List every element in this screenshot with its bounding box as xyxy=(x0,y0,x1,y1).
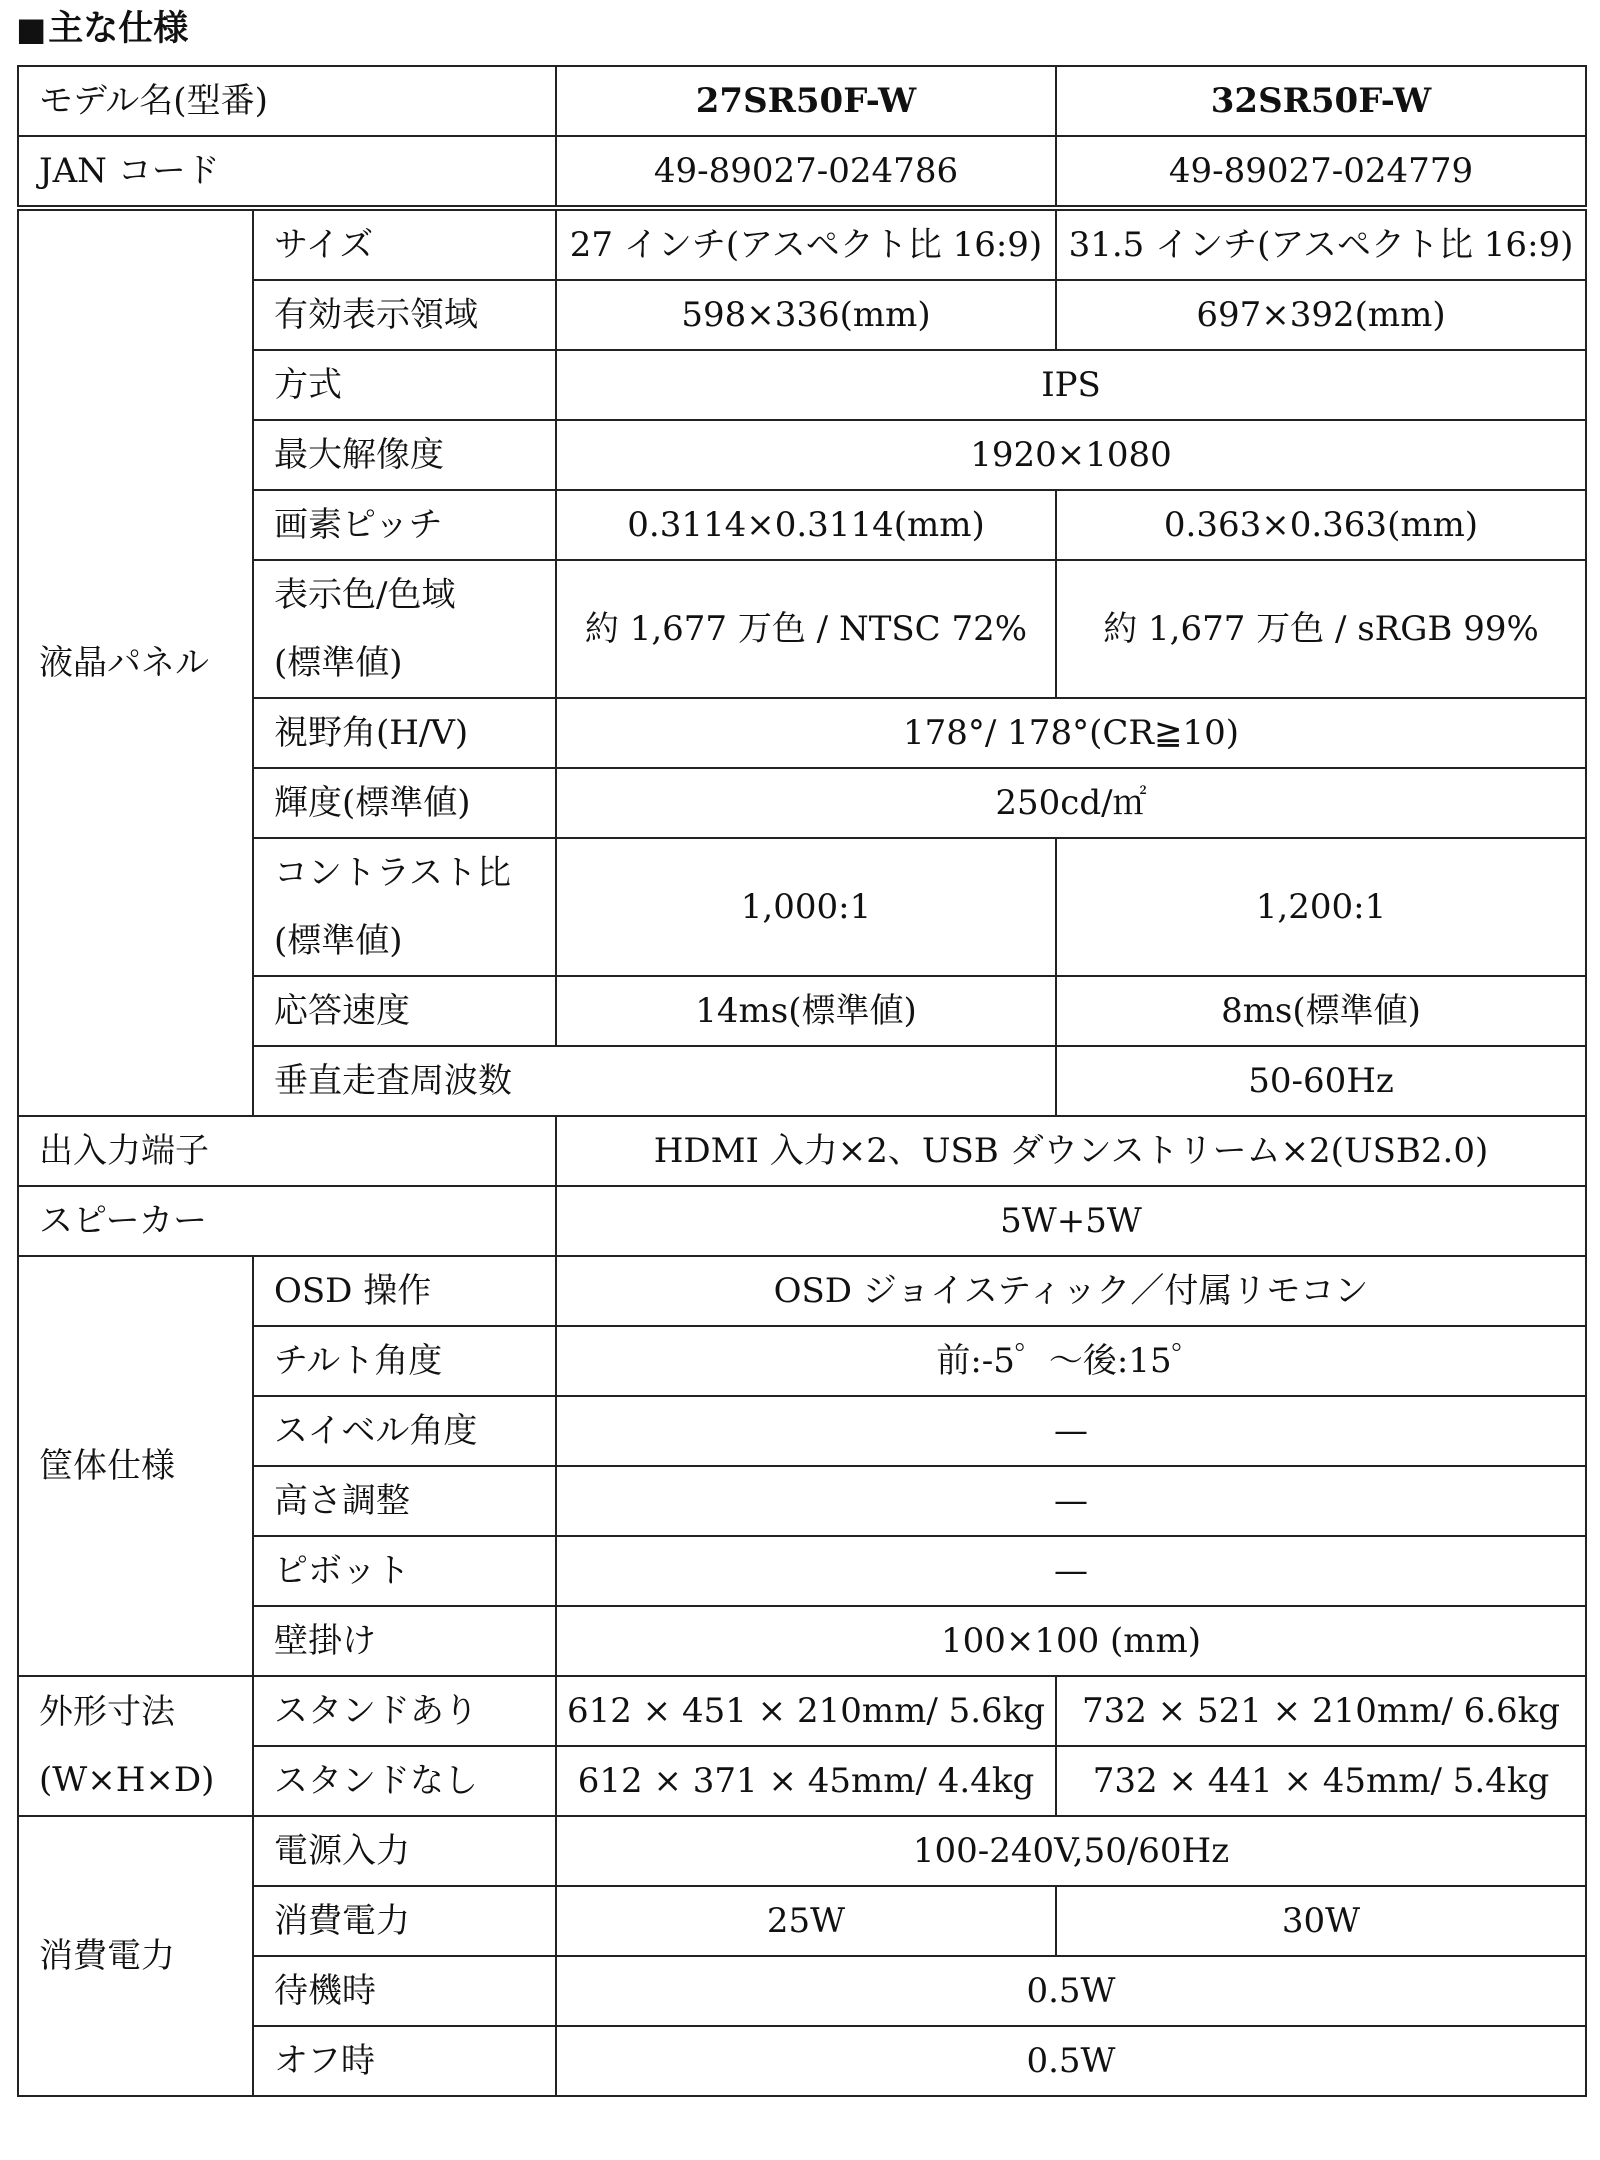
height-value: — xyxy=(556,1466,1586,1536)
osd-label: OSD 操作 xyxy=(253,1256,556,1326)
resolution-label: 最大解像度 xyxy=(253,420,556,490)
model-a: 27SR50F-W xyxy=(556,66,1056,136)
method-value: IPS xyxy=(556,350,1586,420)
tilt-label: チルト角度 xyxy=(253,1326,556,1396)
table-row xyxy=(18,1536,1586,1606)
with-stand-label: スタンドあり xyxy=(253,1676,556,1746)
spec-table xyxy=(17,65,1587,2097)
angle-value: 178°/ 178°(CR≧10) xyxy=(556,698,1586,768)
tilt-value: 前:-5゜～後:15゜ xyxy=(556,1326,1586,1396)
speaker-label: スピーカー xyxy=(18,1186,556,1256)
standby-label: 待機時 xyxy=(253,1956,556,2026)
io-value: HDMI 入力×2、USB ダウンストリーム×2(USB2.0) xyxy=(556,1116,1586,1186)
model-b: 32SR50F-W xyxy=(1056,66,1586,136)
size-a: 27 インチ(アスペクト比 16:9) xyxy=(556,208,1056,280)
table-row xyxy=(18,1466,1586,1536)
response-a: 14ms(標準値) xyxy=(556,976,1056,1046)
pitch-b: 0.363×0.363(mm) xyxy=(1056,490,1586,560)
colors-label xyxy=(253,560,556,698)
jan-b: 49-89027-024779 xyxy=(1056,136,1586,208)
table-row xyxy=(18,768,1586,838)
without-stand-label: スタンドなし xyxy=(253,1746,556,1816)
dimensions-label-line1: 外形寸法 xyxy=(39,1692,175,1732)
table-row xyxy=(18,1396,1586,1466)
table-row xyxy=(18,838,1586,976)
response-label: 応答速度 xyxy=(253,976,556,1046)
colors-a: 約 1,677 万色 / NTSC 72% xyxy=(556,560,1056,698)
size-label: サイズ xyxy=(253,208,556,280)
osd-value: OSD ジョイスティック／付属リモコン xyxy=(556,1256,1586,1326)
table-row xyxy=(18,2026,1586,2096)
without-stand-b: 732 × 441 × 45mm/ 5.4kg xyxy=(1056,1746,1586,1816)
power-group-label: 消費電力 xyxy=(18,1816,253,2096)
brightness-value: 250cd/㎡ xyxy=(556,768,1586,838)
brightness-label: 輝度(標準値) xyxy=(253,768,556,838)
table-row xyxy=(18,698,1586,768)
table-row xyxy=(18,1046,1586,1116)
colors-label-line2: (標準値) xyxy=(274,643,403,683)
pitch-label: 画素ピッチ xyxy=(253,490,556,560)
area-b: 697×392(mm) xyxy=(1056,280,1586,350)
table-row xyxy=(18,1956,1586,2026)
area-label: 有効表示領域 xyxy=(253,280,556,350)
table-row xyxy=(18,1816,1586,1886)
area-a: 598×336(mm) xyxy=(556,280,1056,350)
colors-b: 約 1,677 万色 / sRGB 99% xyxy=(1056,560,1586,698)
off-value: 0.5W xyxy=(556,2026,1586,2096)
consumption-b: 30W xyxy=(1056,1886,1586,1956)
swivel-value: — xyxy=(556,1396,1586,1466)
chassis-group-label: 筐体仕様 xyxy=(18,1256,253,1676)
panel-group-label: 液晶パネル xyxy=(18,208,253,1116)
vertical-freq-value: 50-60Hz xyxy=(1056,1046,1586,1116)
page-title-text: 主な仕様 xyxy=(48,8,189,49)
wall-label: 壁掛け xyxy=(253,1606,556,1676)
table-row xyxy=(18,1326,1586,1396)
contrast-b: 1,200:1 xyxy=(1056,838,1586,976)
colors-label-line1: 表示色/色域 xyxy=(274,575,456,615)
angle-label: 視野角(H/V) xyxy=(253,698,556,768)
page-title xyxy=(16,6,188,52)
pivot-label: ピボット xyxy=(253,1536,556,1606)
square-bullet-icon: ■ xyxy=(16,10,47,48)
consumption-label: 消費電力 xyxy=(253,1886,556,1956)
table-row xyxy=(18,1256,1586,1326)
table-row xyxy=(18,350,1586,420)
method-label: 方式 xyxy=(253,350,556,420)
dimensions-label-line2: (W×H×D) xyxy=(39,1760,215,1800)
size-b: 31.5 インチ(アスペクト比 16:9) xyxy=(1056,208,1586,280)
io-label: 出入力端子 xyxy=(18,1116,556,1186)
table-row xyxy=(18,490,1586,560)
consumption-a: 25W xyxy=(556,1886,1056,1956)
table-row xyxy=(18,560,1586,698)
table-row xyxy=(18,280,1586,350)
contrast-label-line2: (標準値) xyxy=(274,921,403,961)
table-row xyxy=(18,1676,1586,1746)
jan-a: 49-89027-024786 xyxy=(556,136,1056,208)
speaker-value: 5W+5W xyxy=(556,1186,1586,1256)
table-row xyxy=(18,976,1586,1046)
with-stand-b: 732 × 521 × 210mm/ 6.6kg xyxy=(1056,1676,1586,1746)
table-row xyxy=(18,1746,1586,1816)
table-row xyxy=(18,1606,1586,1676)
pitch-a: 0.3114×0.3114(mm) xyxy=(556,490,1056,560)
contrast-label xyxy=(253,838,556,976)
swivel-label: スイベル角度 xyxy=(253,1396,556,1466)
table-row-jan xyxy=(18,136,1586,208)
table-row-model xyxy=(18,66,1586,136)
wall-value: 100×100 (mm) xyxy=(556,1606,1586,1676)
without-stand-a: 612 × 371 × 45mm/ 4.4kg xyxy=(556,1746,1056,1816)
dimensions-group-label xyxy=(18,1676,253,1816)
with-stand-a: 612 × 451 × 210mm/ 5.6kg xyxy=(556,1676,1056,1746)
vertical-freq-label: 垂直走査周波数 xyxy=(253,1046,1056,1116)
table-row xyxy=(18,1186,1586,1256)
table-row xyxy=(18,208,1586,280)
model-label: モデル名(型番) xyxy=(18,66,556,136)
standby-value: 0.5W xyxy=(556,1956,1586,2026)
pivot-value: — xyxy=(556,1536,1586,1606)
resolution-value: 1920×1080 xyxy=(556,420,1586,490)
contrast-a: 1,000:1 xyxy=(556,838,1056,976)
power-input-value: 100-240V,50/60Hz xyxy=(556,1816,1586,1886)
table-row xyxy=(18,420,1586,490)
height-label: 高さ調整 xyxy=(253,1466,556,1536)
contrast-label-line1: コントラスト比 xyxy=(274,853,511,893)
table-row xyxy=(18,1116,1586,1186)
response-b: 8ms(標準値) xyxy=(1056,976,1586,1046)
jan-label: JAN コード xyxy=(18,136,556,208)
off-label: オフ時 xyxy=(253,2026,556,2096)
table-row xyxy=(18,1886,1586,1956)
power-input-label: 電源入力 xyxy=(253,1816,556,1886)
